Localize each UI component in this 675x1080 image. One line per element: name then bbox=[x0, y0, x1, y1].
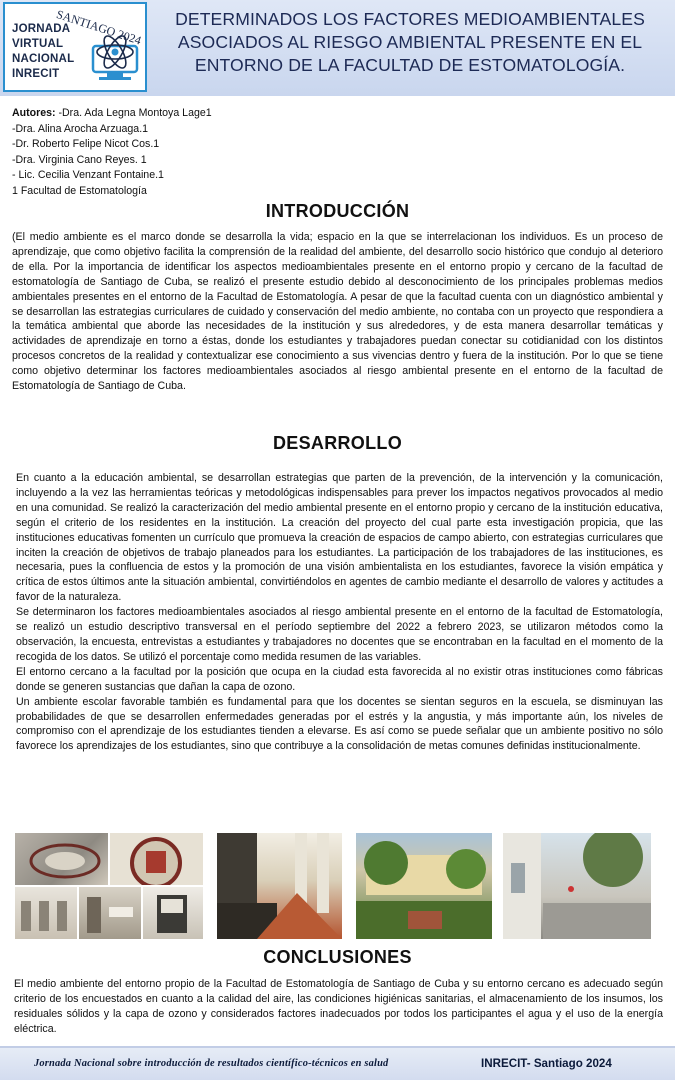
footer-event-name: INRECIT- Santiago 2024 bbox=[481, 1057, 612, 1070]
photo-corridor bbox=[217, 833, 342, 939]
intro-text: (El medio ambiente es el marco donde se desarrolla la vida; espacio en la que se interrelacionan los individuos. Es un proceso de aprendizaje, que como objetivo facilita la comprensión de la realidad del ambiente, del desarrollo socio histórico que condujo al deterioro de ella. Por la importancia de identificar los aspectos medioambientales presente en el entorno propio y cercano de la facultad de estomatología de Santiago de Cuba, se realizó el presente estudio debido al desconocimiento de los principales problemas medios ambientales presentes en el entorno de la Facultad de Estomatología. A pesar de que la facultad cuenta con un diagnóstico ambiental y se desarrollan las estrategias curriculares de cuidado y conservación del medio ambiente, no contaba con un proyecto que respondiera a la temática ambiental que aborde las necesidades de la institución y sus alrededores, y de esta manera desarrollar temáticas y actividades de aprendizaje en torno a éstas, donde los estudiantes y trabajadores puedan conectar su cotidianidad con los distintos procesos concretos de la realidad y contextualizar ese conocimiento a sus vivencias dentro y fuera de la institución. Por lo que se tiene como objetivo determinar los factores medioambientales asociados al riesgo ambiental presente en el entorno de la facultad de Estomatología de Santiago de Cuba. bbox=[12, 231, 663, 393]
conclusiones-text: El medio ambiente del entorno propio de la Facultad de Estomatología de Santiago de Cuba y su entorno cercano es adecuado según criterio de los encuestados en cuanto a la calidad del aire, las condiciones higiénicas sanitarias, el almacenamiento de los insumos, los residuales sólidos y la capa de ozono y considerados factores inadecuados por todos los participantes el agua y el uso de la energía eléctrica. bbox=[14, 978, 663, 1035]
author-line: -Dra. Virginia Cano Reyes. 1 bbox=[12, 153, 147, 166]
authors-block bbox=[12, 106, 372, 200]
corridor-pattern bbox=[217, 833, 342, 939]
footer-banner bbox=[0, 1046, 675, 1080]
street-pattern bbox=[503, 833, 651, 939]
author-name: -Dra. Ada Legna Montoya Lage1 bbox=[55, 107, 212, 119]
emblem-pattern bbox=[110, 833, 203, 885]
hallway-pattern bbox=[79, 887, 141, 939]
computer-atom-icon bbox=[87, 22, 145, 86]
desarrollo-paragraph: En cuanto a la educación ambiental, se desarrollan estrategias que parten de la prevención, de la intervención y la comunicación, incluyendo a la vez las herramientas teóricas y metodológicas indispensables para prever los impactos negativos provocados al medio en una comunidad. Se realizó la caracterización del medio ambiental presente en el entorno propio y cercano de la institución educativa, según el criterio de los residentes en la institución. La creación del proyecto del cual parte esta investigación propicia, que las instituciones educativas fomenten un currículo que promueva la creación de espacios de campo abierto, con estrategias curriculares que inciten la creación de objetivos de trabajo planeados para los estudiantes. La participación de los trabajadores de las instituciones, es necesaria, pues la confluencia de estos y la promoción de una visión ambientalista en los estudiantes, favorece la visión empática y crítica de estos últimos ante la situación ambiental, convirtiéndolos en agentes de cambio mediante el desarrollo de valores y actitudes a favor de la naturaleza. bbox=[16, 472, 663, 604]
logo-line: VIRTUAL bbox=[12, 38, 64, 50]
logo-text bbox=[12, 22, 82, 82]
photo-floor-mosaic bbox=[15, 833, 108, 885]
author-line: -Dra. Alina Arocha Arzuaga.1 bbox=[12, 122, 149, 135]
logo-line: INRECIT bbox=[12, 68, 60, 80]
photo-street bbox=[503, 833, 651, 939]
photo-courtyard bbox=[356, 833, 492, 939]
logo-line: JORNADA bbox=[12, 23, 71, 35]
author-line: - Lic. Cecilia Venzant Fontaine.1 bbox=[12, 169, 164, 182]
desarrollo-paragraph: Se determinaron los factores medioambientales asociados al riesgo ambiental presente en el entorno de la facultad de Estomatología, se realizó un estudio descriptivo transversal en el período septiembre del 2022 a febrero 2023, se utilizaron métodos como la observación, la encuesta, entrevistas a estudiantes y trabajadores no docentes que se encontraban en la facultad en el momento de la recogida de los datos. Se utilizó el porcentaje como medida resumen de las variables. bbox=[16, 606, 663, 663]
desarrollo-text bbox=[16, 471, 663, 754]
poster-title: DETERMINADOS LOS FACTORES MEDIOAMBIENTALES ASOCIADOS AL RIESGO AMBIENTAL PRESENTE EN EL ENTORNO DE LA FACULTAD DE ESTOMATOLOGÍA. bbox=[175, 9, 645, 75]
photo-wall-sign bbox=[143, 887, 203, 939]
intro-title: INTRODUCCIÓN bbox=[265, 201, 410, 221]
author-line: -Dr. Roberto Felipe Nicot Cos.1 bbox=[12, 138, 160, 151]
event-logo bbox=[3, 2, 147, 92]
desarrollo-title: DESARROLLO bbox=[273, 433, 402, 453]
authors-label: Autores: bbox=[12, 107, 56, 119]
desarrollo-paragraph: El entorno cercano a la facultad por la posición que ocupa en la ciudad esta favorecida al no existir otras instituciones como fábricas donde se generen sustancias que dañan la capa de ozono. bbox=[16, 665, 663, 693]
logo-line: NACIONAL bbox=[12, 53, 75, 65]
desarrollo-paragraph: Un ambiente escolar favorable también es fundamental para que los docentes se sientan seguros en la escuela, se disminuyan las probabilidades de que se desarrollen enfermedades generadas por el estrés y la angustia, y más importante aún, los niveles de compromiso con el aprendizaje de los estudiantes tienden a elevarse. Es así como se puede señalar que un ambiente positivo no sólo favorece los aprendizajes de los estudiantes, sino que contribuye a la consolidación de metas comunes definidas institucionalmente. bbox=[16, 695, 663, 753]
photo-hallway bbox=[79, 887, 141, 939]
logo-arc-text: SANTIAGO 2024 bbox=[54, 7, 144, 48]
conclusiones-title: CONCLUSIONES bbox=[263, 947, 412, 967]
sign-pattern bbox=[143, 887, 203, 939]
courtyard-pattern bbox=[356, 833, 492, 939]
mosaic-pattern bbox=[15, 833, 108, 885]
header-banner bbox=[0, 0, 675, 96]
facade-pattern bbox=[15, 887, 77, 939]
footer-event-text: Jornada Nacional sobre introducción de resultados científico-técnicos en salud bbox=[34, 1058, 389, 1069]
affiliation: 1 Facultad de Estomatología bbox=[12, 184, 147, 197]
photo-building-facade bbox=[15, 887, 77, 939]
author-line bbox=[12, 106, 372, 122]
photo-emblem bbox=[110, 833, 203, 885]
